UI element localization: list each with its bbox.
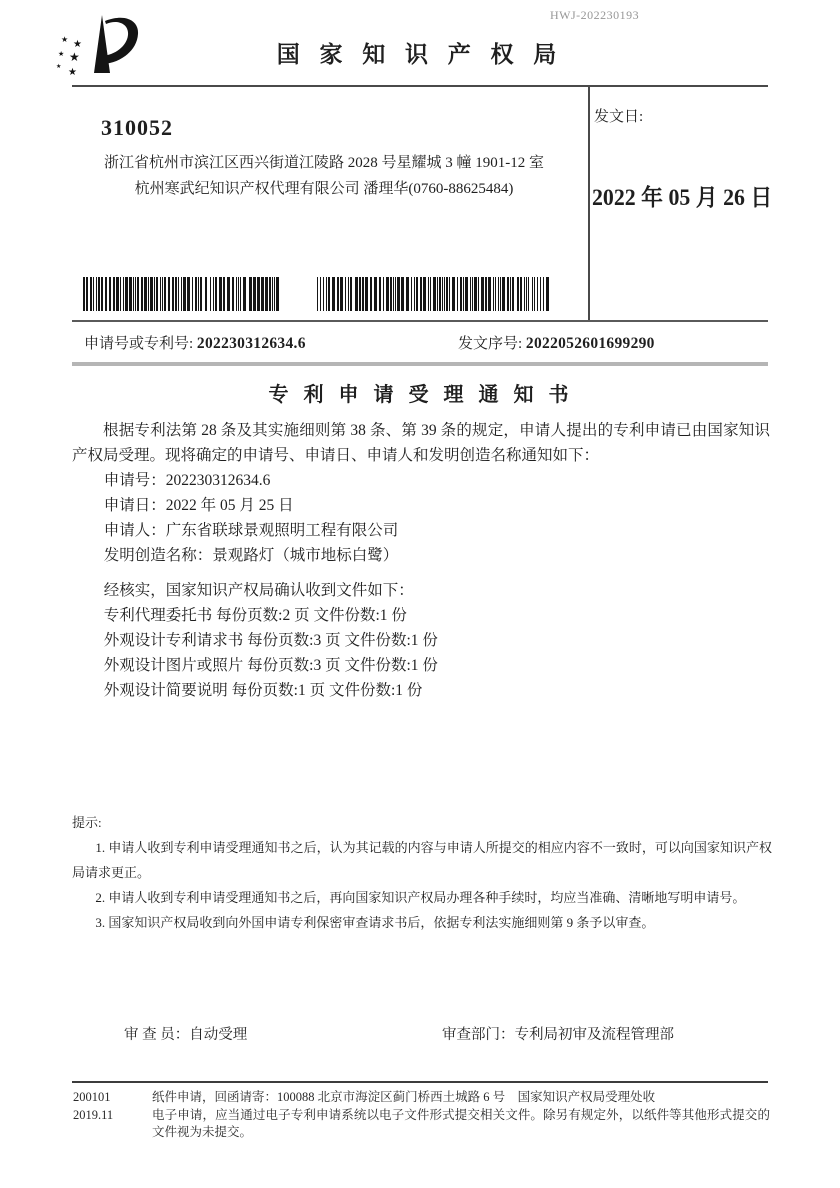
- serial-number-label: 发文序号:: [458, 336, 526, 352]
- tip-item: 1. 申请人收到专利申请受理通知书之后，认为其记载的内容与申请人所提交的相应内容不一致时，可以向国家知识产权局请求更正。: [72, 840, 772, 880]
- document-reference-code: HWJ-202230193: [550, 8, 640, 22]
- footer-instructions: [152, 1089, 770, 1142]
- received-file-item: 外观设计简要说明 每份页数:1 页 文件份数:1 份: [103, 682, 423, 699]
- field-applicant: 申请人：广东省联球景观照明工程有限公司: [103, 522, 399, 539]
- svg-text:★: ★: [58, 50, 65, 58]
- applicant-address-line: 浙江省杭州市滨江区西兴街道江陵路 2028 号星耀城 3 幢 1901-12 室: [104, 155, 544, 171]
- tip-item: 3. 国家知识产权局收到向外国申请专利保密审查请求书后，依据专利法实施细则第 9 条予以审查。: [95, 915, 655, 930]
- received-file-item: 外观设计图片或照片 每份页数:3 页 文件份数:1 份: [103, 657, 438, 674]
- form-code-column: [73, 1089, 134, 1142]
- notice-title: 专 利 申 请 受 理 通 知 书: [268, 384, 574, 406]
- field-application-number: 申请号：202230312634.6: [103, 472, 271, 489]
- application-number-field: [84, 332, 306, 353]
- svg-text:★: ★: [73, 39, 82, 50]
- examiner-label: 审 查 员：: [124, 1027, 190, 1043]
- notice-section-rule: [72, 362, 768, 366]
- svg-text:★: ★: [69, 50, 80, 64]
- serial-number-barcode: [317, 277, 551, 311]
- field-filing-date: 申请日：2022 年 05 月 25 日: [103, 497, 294, 514]
- notice-body: [72, 378, 770, 703]
- application-fields-list: [72, 468, 770, 568]
- footer-rule: [72, 1081, 768, 1083]
- examiner-value: 自动受理: [189, 1027, 248, 1043]
- dispatch-date-label: 发文日:: [594, 109, 644, 125]
- tips-heading: 提示:: [72, 815, 102, 830]
- serial-number-field: [458, 332, 655, 353]
- field-invention-title: 发明创造名称：景观路灯（城市地标白鹭）: [103, 547, 399, 564]
- dispatch-date-value: 2022 年 05 月 26 日: [592, 185, 773, 210]
- signoff-row: [72, 1023, 770, 1043]
- received-documents-list: [72, 578, 770, 703]
- svg-text:★: ★: [61, 35, 69, 44]
- agent-recipient-line: 杭州寒武纪知识产权代理有限公司 潘理华(0760-88625484): [134, 181, 514, 197]
- footer-paper-filing-line: 纸件申请，回函请寄：100088 北京市海淀区蓟门桥西土城路 6 号 国家知识产权局受理处收: [152, 1090, 656, 1104]
- svg-text:★: ★: [56, 64, 62, 70]
- footer-electronic-filing-line: 电子申请，应当通过电子专利申请系统以电子文件形式提交相关文件。除另有规定外，以纸件等其他形式提交的文件视为未提交。: [152, 1107, 770, 1139]
- received-file-item: 专利代理委托书 每份页数:2 页 文件份数:1 份: [103, 607, 407, 624]
- header-rule: [72, 85, 768, 87]
- application-number-value: 202230312634.6: [196, 335, 306, 352]
- notice-intro-paragraph: 根据专利法第 28 条及其实施细则第 38 条、第 39 条的规定，申请人提出的专利申请已由国家知识产权局受理。现将确定的申请号、申请日、申请人和发明创造名称通知如下：: [72, 422, 770, 464]
- examiner-field: [124, 1023, 247, 1044]
- header-vertical-divider: [588, 85, 590, 322]
- agency-title: 国 家 知 识 产 权 局: [276, 42, 564, 67]
- tips-section: [72, 810, 772, 935]
- footer-block: [73, 1089, 770, 1142]
- form-version: 2019.11: [73, 1107, 114, 1122]
- serial-number-value: 2022052601699290: [525, 335, 655, 352]
- application-number-label: 申请号或专利号:: [84, 336, 197, 352]
- department-label: 审查部门：: [442, 1027, 515, 1043]
- barcode-section-rule: [72, 320, 768, 322]
- application-number-barcode: [83, 277, 279, 311]
- postal-code: 310052: [101, 115, 173, 140]
- department-field: [442, 1023, 674, 1044]
- received-file-item: 外观设计专利请求书 每份页数:3 页 文件份数:1 份: [103, 632, 438, 649]
- form-code: 200101: [73, 1090, 111, 1104]
- tip-item: 2. 申请人收到专利申请受理通知书之后，再向国家知识产权局办理各种手续时，均应当准确、清晰地写明申请号。: [95, 890, 746, 905]
- department-value: 专利局初审及流程管理部: [514, 1027, 674, 1043]
- svg-text:★: ★: [68, 67, 77, 78]
- received-intro: 经核实，国家知识产权局确认收到文件如下：: [103, 582, 414, 599]
